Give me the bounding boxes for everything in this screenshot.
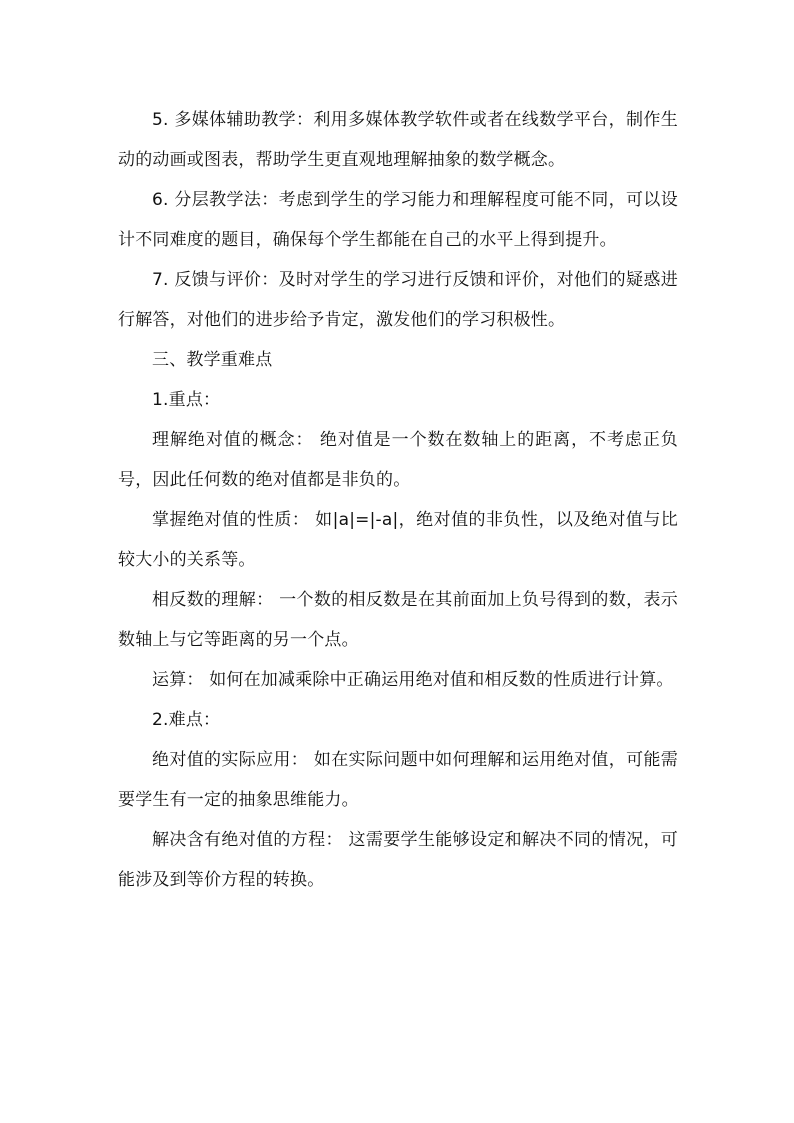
paragraph-layered-teaching: 6. 分层教学法：考虑到学生的学习能力和理解程度可能不同，可以设计不同难度的题目，确保每个学生都能在自己的水平上得到提升。 [118, 190, 678, 250]
document-body [118, 100, 678, 900]
paragraph-practical-application: 绝对值的实际应用： 如在实际问题中如何理解和运用绝对值，可能需要学生有一定的抽象思维能力。 [118, 750, 678, 810]
paragraph-operations: 运算： 如何在加减乘除中正确运用绝对值和相反数的性质进行计算。 [152, 670, 674, 690]
section-heading-key-difficult-points: 三、教学重难点 [152, 350, 273, 370]
paragraph-feedback-evaluation: 7. 反馈与评价：及时对学生的学习进行反馈和评价，对他们的疑惑进行解答，对他们的进步给予肯定，激发他们的学习积极性。 [118, 270, 678, 330]
paragraph-absolute-value-concept: 理解绝对值的概念： 绝对值是一个数在数轴上的距离，不考虑正负号，因此任何数的绝对值都是非负的。 [118, 430, 678, 490]
paragraph-opposite-numbers: 相反数的理解： 一个数的相反数是在其前面加上负号得到的数，表示数轴上与它等距离的另一个点。 [118, 590, 678, 650]
subheading-difficult-points: 2.难点： [152, 710, 221, 730]
paragraph-absolute-value-equations: 解决含有绝对值的方程： 这需要学生能够设定和解决不同的情况，可能涉及到等价方程的转换。 [118, 830, 678, 890]
subheading-key-points: 1.重点： [152, 390, 221, 410]
paragraph-absolute-value-properties: 掌握绝对值的性质： 如|a|=|-a|，绝对值的非负性，以及绝对值与比较大小的关系等。 [118, 510, 678, 570]
paragraph-multimedia-teaching: 5. 多媒体辅助教学：利用多媒体教学软件或者在线数学平台，制作生动的动画或图表，帮助学生更直观地理解抽象的数学概念。 [118, 110, 678, 170]
